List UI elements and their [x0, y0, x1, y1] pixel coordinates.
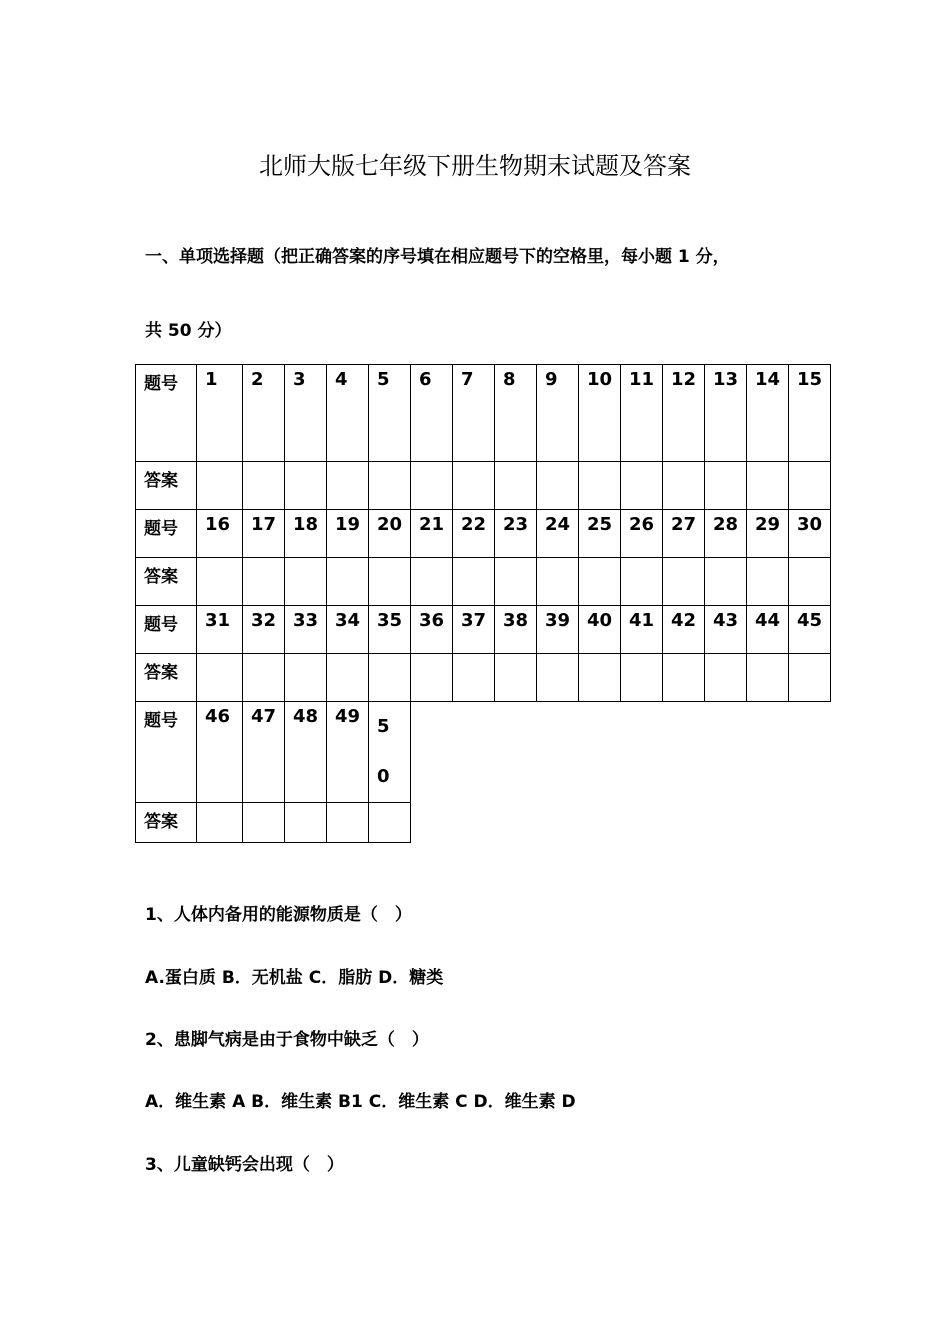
answer-input-cell[interactable]	[453, 462, 495, 510]
empty-cell	[411, 803, 453, 843]
question-number-cell: 6	[411, 365, 453, 462]
question-number-cell: 5 0	[369, 702, 411, 803]
answer-input-cell[interactable]	[537, 462, 579, 510]
empty-cell	[579, 702, 621, 803]
answer-input-cell[interactable]	[243, 803, 285, 843]
answer-input-cell[interactable]	[285, 558, 327, 606]
answer-input-cell[interactable]	[243, 462, 285, 510]
empty-cell	[705, 702, 747, 803]
answer-input-cell[interactable]	[327, 803, 369, 843]
answer-input-cell[interactable]	[327, 654, 369, 702]
empty-cell	[537, 803, 579, 843]
label-answer-cell: 答案	[136, 462, 197, 510]
label-answer-cell: 答案	[136, 803, 197, 843]
question-number-cell: 39	[537, 606, 579, 654]
empty-cell	[747, 803, 789, 843]
empty-cell	[663, 803, 705, 843]
answer-row	[136, 654, 831, 702]
question-number-cell: 38	[495, 606, 537, 654]
question-number-cell: 42	[663, 606, 705, 654]
question-number-cell: 2	[243, 365, 285, 462]
answer-input-cell[interactable]	[453, 558, 495, 606]
question-number-cell: 1	[197, 365, 243, 462]
section-heading-line2: 共 50 分）	[145, 321, 232, 341]
question-number-cell: 45	[789, 606, 831, 654]
number-row	[136, 702, 831, 803]
page-title: 北师大版七年级下册生物期末试题及答案	[259, 152, 691, 180]
answer-input-cell[interactable]	[285, 462, 327, 510]
answer-input-cell[interactable]	[369, 654, 411, 702]
question-number-cell: 25	[579, 510, 621, 558]
answer-input-cell[interactable]	[705, 462, 747, 510]
question-number-cell: 46	[197, 702, 243, 803]
number-row	[136, 365, 831, 462]
label-number-cell: 题号	[136, 510, 197, 558]
answer-input-cell[interactable]	[495, 654, 537, 702]
question-number-cell: 37	[453, 606, 495, 654]
empty-cell	[747, 702, 789, 803]
question-number-cell: 29	[747, 510, 789, 558]
label-number-cell: 题号	[136, 606, 197, 654]
answer-input-cell[interactable]	[327, 462, 369, 510]
answer-input-cell[interactable]	[705, 654, 747, 702]
answer-input-cell[interactable]	[453, 654, 495, 702]
question-number-cell: 49	[327, 702, 369, 803]
answer-input-cell[interactable]	[663, 558, 705, 606]
empty-cell	[579, 803, 621, 843]
answer-input-cell[interactable]	[621, 558, 663, 606]
answer-input-cell[interactable]	[579, 558, 621, 606]
question-number-cell: 11	[621, 365, 663, 462]
answer-input-cell[interactable]	[705, 558, 747, 606]
question-number-cell: 21	[411, 510, 453, 558]
question-number-cell: 8	[495, 365, 537, 462]
empty-cell	[789, 702, 831, 803]
answer-input-cell[interactable]	[621, 654, 663, 702]
empty-cell	[453, 803, 495, 843]
answer-input-cell[interactable]	[537, 654, 579, 702]
question-3-stem: 3、儿童缺钙会出现（ ）	[145, 1155, 344, 1175]
question-number-cell: 9	[537, 365, 579, 462]
empty-cell	[411, 702, 453, 803]
answer-row	[136, 803, 831, 843]
answer-input-cell[interactable]	[411, 462, 453, 510]
answer-row	[136, 462, 831, 510]
answer-input-cell[interactable]	[411, 654, 453, 702]
question-number-cell: 28	[705, 510, 747, 558]
empty-cell	[495, 803, 537, 843]
question-number-cell: 27	[663, 510, 705, 558]
section-heading-line1: 一、单项选择题（把正确答案的序号填在相应题号下的空格里，每小题 1 分，	[145, 247, 730, 267]
answer-input-cell[interactable]	[369, 462, 411, 510]
answer-input-cell[interactable]	[537, 558, 579, 606]
answer-input-cell[interactable]	[789, 654, 831, 702]
answer-input-cell[interactable]	[747, 462, 789, 510]
answer-table	[135, 364, 831, 843]
question-number-cell: 19	[327, 510, 369, 558]
question-number-cell: 24	[537, 510, 579, 558]
number-row	[136, 510, 831, 558]
answer-input-cell[interactable]	[789, 462, 831, 510]
answer-input-cell[interactable]	[747, 654, 789, 702]
answer-input-cell[interactable]	[663, 462, 705, 510]
answer-input-cell[interactable]	[197, 462, 243, 510]
question-number-cell: 43	[705, 606, 747, 654]
answer-input-cell[interactable]	[243, 558, 285, 606]
question-number-cell: 7	[453, 365, 495, 462]
question-number-cell: 30	[789, 510, 831, 558]
question-number-cell: 41	[621, 606, 663, 654]
answer-input-cell[interactable]	[197, 654, 243, 702]
question-number-cell: 4	[327, 365, 369, 462]
question-number-cell: 17	[243, 510, 285, 558]
empty-cell	[705, 803, 747, 843]
empty-cell	[495, 702, 537, 803]
label-number-cell: 题号	[136, 365, 197, 462]
answer-input-cell[interactable]	[197, 558, 243, 606]
empty-cell	[621, 803, 663, 843]
question-number-cell: 12	[663, 365, 705, 462]
empty-cell	[537, 702, 579, 803]
question-number-cell: 3	[285, 365, 327, 462]
answer-input-cell[interactable]	[579, 462, 621, 510]
answer-input-cell[interactable]	[285, 803, 327, 843]
answer-input-cell[interactable]	[369, 803, 411, 843]
question-number-cell: 14	[747, 365, 789, 462]
question-1-options: A.蛋白质 B．无机盐 C．脂肪 D．糖类	[145, 968, 444, 988]
question-number-cell: 40	[579, 606, 621, 654]
answer-input-cell[interactable]	[663, 654, 705, 702]
question-number-cell: 13	[705, 365, 747, 462]
answer-input-cell[interactable]	[579, 654, 621, 702]
empty-cell	[663, 702, 705, 803]
answer-input-cell[interactable]	[495, 462, 537, 510]
answer-input-cell[interactable]	[243, 654, 285, 702]
question-number-cell: 22	[453, 510, 495, 558]
question-number-cell: 47	[243, 702, 285, 803]
question-1-stem: 1、人体内备用的能源物质是（ ）	[145, 905, 412, 925]
question-number-cell: 10	[579, 365, 621, 462]
question-number-cell: 35	[369, 606, 411, 654]
question-number-cell: 23	[495, 510, 537, 558]
question-number-cell: 31	[197, 606, 243, 654]
question-number-cell: 26	[621, 510, 663, 558]
answer-input-cell[interactable]	[495, 558, 537, 606]
question-number-cell: 36	[411, 606, 453, 654]
question-number-cell: 5	[369, 365, 411, 462]
answer-input-cell[interactable]	[327, 558, 369, 606]
label-answer-cell: 答案	[136, 558, 197, 606]
question-number-cell: 20	[369, 510, 411, 558]
answer-input-cell[interactable]	[197, 803, 243, 843]
answer-input-cell[interactable]	[789, 558, 831, 606]
question-number-cell: 32	[243, 606, 285, 654]
answer-row	[136, 558, 831, 606]
question-number-cell: 44	[747, 606, 789, 654]
empty-cell	[621, 702, 663, 803]
answer-input-cell[interactable]	[411, 558, 453, 606]
question-number-cell: 18	[285, 510, 327, 558]
question-number-cell: 16	[197, 510, 243, 558]
answer-input-cell[interactable]	[369, 558, 411, 606]
question-number-cell: 33	[285, 606, 327, 654]
number-row	[136, 606, 831, 654]
empty-cell	[789, 803, 831, 843]
answer-input-cell[interactable]	[747, 558, 789, 606]
question-number-cell: 15	[789, 365, 831, 462]
empty-cell	[453, 702, 495, 803]
question-2-stem: 2、患脚气病是由于食物中缺乏（ ）	[145, 1030, 429, 1050]
label-answer-cell: 答案	[136, 654, 197, 702]
label-number-cell: 题号	[136, 702, 197, 803]
answer-input-cell[interactable]	[621, 462, 663, 510]
question-number-cell: 34	[327, 606, 369, 654]
question-2-options: A．维生素 A B．维生素 B1 C．维生素 C D．维生素 D	[145, 1092, 576, 1112]
answer-input-cell[interactable]	[285, 654, 327, 702]
question-number-cell: 48	[285, 702, 327, 803]
